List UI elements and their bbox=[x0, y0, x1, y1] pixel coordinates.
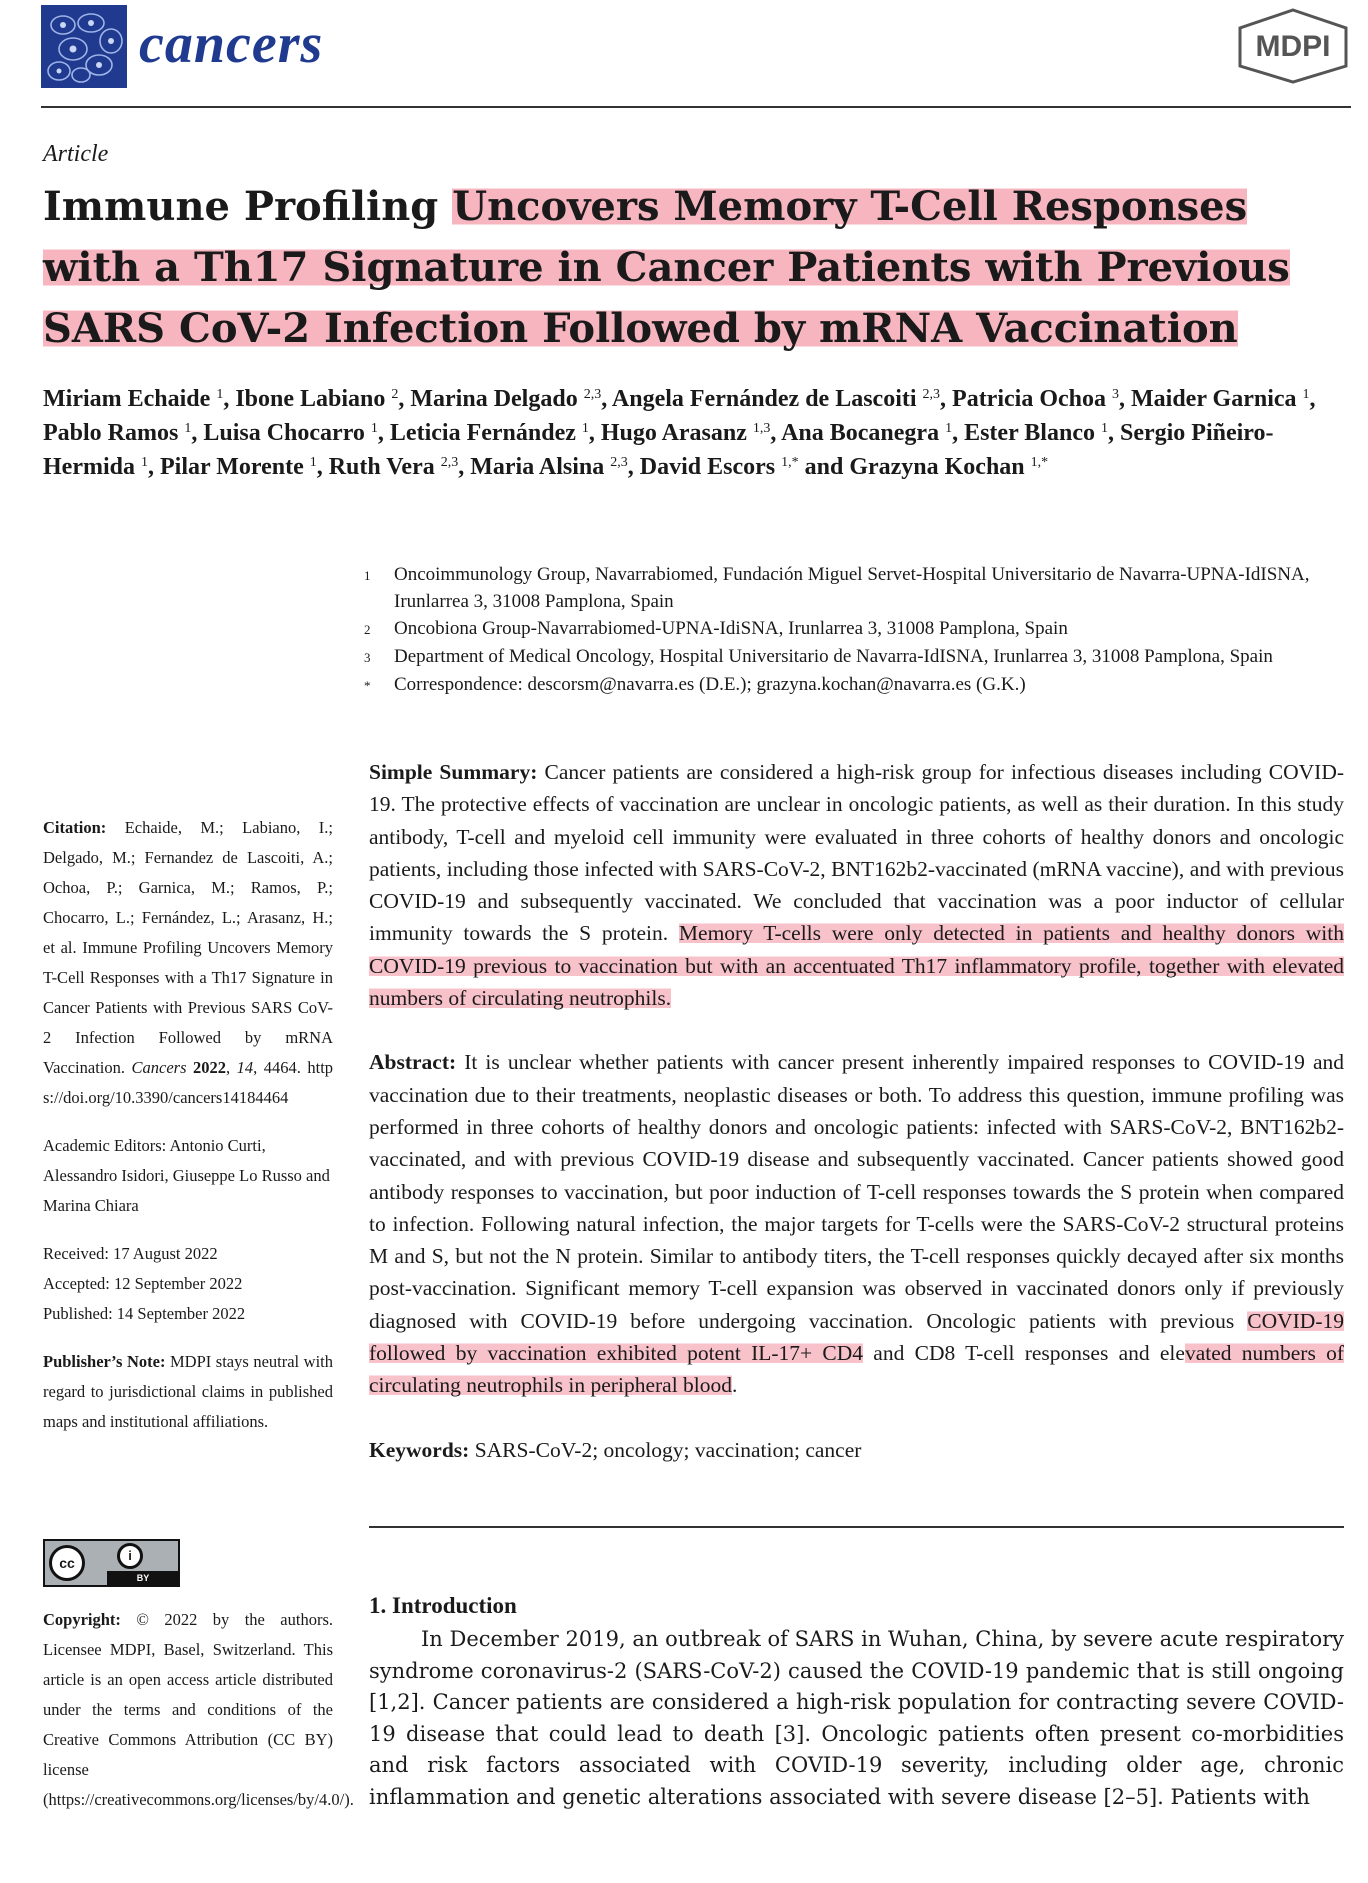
article-title bbox=[43, 176, 1343, 359]
author-affiliation-marker: 1,* bbox=[781, 455, 799, 470]
citation-label: Citation: bbox=[43, 818, 107, 837]
author-name: Luisa Chocarro bbox=[203, 420, 371, 446]
author-name: Marina Delgado bbox=[410, 386, 584, 412]
abstract-text-mid: and CD8 T-cell responses and ele bbox=[863, 1341, 1185, 1366]
author-name: Grazyna Kochan bbox=[849, 454, 1031, 480]
header-divider bbox=[41, 106, 1351, 108]
title-line-3-highlighted: SARS CoV-2 Infection Followed by mRNA Vaccination bbox=[43, 305, 1238, 352]
author-name: Pilar Morente bbox=[159, 454, 310, 480]
author-name: Ester Blanco bbox=[964, 420, 1101, 446]
introduction-text bbox=[369, 1624, 1344, 1814]
title-line-1-plain: Immune Profiling bbox=[43, 183, 453, 230]
abstract-highlighted-2: vated numbers of circulating neutrophils in peripheral blood bbox=[369, 1341, 1344, 1398]
author-name: Sergio Piñeiro-Hermida bbox=[43, 420, 1274, 480]
publisher-note-text: MDPI stays neutral with regard to jurisdictional claims in published maps and institutional affiliations. bbox=[43, 1352, 333, 1431]
author-affiliation-marker: 2 bbox=[391, 387, 399, 402]
author-affiliation-marker: 3 bbox=[1112, 387, 1119, 402]
author-affiliation-marker: 1,* bbox=[1030, 455, 1049, 470]
abstract-text: It is unclear whether patients with cancer present inherently impaired responses to COVID-19 and vaccination due to their treatments, neoplastic diseases or both. To address this question, immune profiling was performed in three cohorts of healthy donors and oncologic patients: infected with SARS-CoV-2, BNT162b2-vaccinated, and with previous COVID-19 disease and subsequently vaccinated. Cancer patients showed good antibody responses to vaccination, but poor induction of T-cell responses towards the S protein when compared to infection. Following natural infection, the major targets for T-cells were the SARS-CoV-2 structural proteins M and S, but not the N protein. Similar to antibody titers, the T-cell responses quickly decayed after six months post-vaccination. Significant memory T-cell expansion was observed in vaccinated donors only if previously diagnosed with COVID-19 before undergoing vaccination. Oncologic patients with previous bbox=[369, 1050, 1344, 1333]
author-name: Angela Fernández de Lascoiti bbox=[611, 386, 923, 412]
accepted-date: Accepted: 12 September 2022 bbox=[43, 1274, 243, 1293]
title-line-2-highlighted: with a Th17 Signature in Cancer Patients with Previous bbox=[43, 244, 1290, 291]
publisher-note-label: Publisher’s Note: bbox=[43, 1352, 166, 1371]
author-affiliation-marker: 2,3 bbox=[440, 455, 459, 470]
abstract-label: Abstract: bbox=[369, 1050, 457, 1075]
affiliation-item bbox=[364, 671, 1344, 699]
author-affiliation-marker: 1 bbox=[1100, 421, 1108, 436]
abstract-highlighted-1: COVID-19 followed by vaccination exhibited potent IL-17+ CD4 bbox=[369, 1308, 1344, 1366]
affiliation-text: Department of Medical Oncology, Hospital Universitario de Navarra-IdISNA, Irunlarrea 3, 31008 Pamplona, Spain bbox=[394, 646, 1273, 667]
author-name: Maider Garnica bbox=[1131, 386, 1303, 412]
attribution-icon: i bbox=[117, 1543, 143, 1569]
cells-icon bbox=[41, 5, 127, 88]
affiliation-number: 2 bbox=[364, 622, 371, 637]
title-line-1-highlighted: Uncovers Memory T-Cell Responses bbox=[452, 183, 1248, 230]
author-affiliation-marker: 2,3 bbox=[610, 455, 628, 470]
copyright-notice bbox=[43, 1605, 354, 1815]
keywords bbox=[369, 1434, 1344, 1466]
author-name: Leticia Fernández bbox=[389, 420, 582, 446]
sidebar bbox=[43, 813, 333, 1437]
affiliation-text: Oncoimmunology Group, Navarrabiomed, Fundación Miguel Servet-Hospital Universitario de Navarra-UPNA-IdISNA, Irunlarrea 3, 31008 Pamplona, Spain bbox=[394, 564, 1310, 612]
authors-joiner: and bbox=[804, 454, 850, 480]
abstract-text-end: . bbox=[732, 1373, 738, 1398]
author-name: Ana Bocanegra bbox=[781, 420, 946, 446]
article-type: Article bbox=[43, 141, 109, 167]
author-name: Hugo Arasanz bbox=[600, 420, 753, 446]
title-line-2 bbox=[43, 237, 1343, 298]
affiliation-item bbox=[364, 561, 1344, 615]
introduction-heading: 1. Introduction bbox=[369, 1593, 517, 1618]
journal-name: cancers bbox=[139, 13, 324, 75]
cc-icon: cc bbox=[49, 1545, 85, 1581]
academic-editors: Academic Editors: Antonio Curti, Alessandro Isidori, Giuseppe Lo Russo and Marina Chiara bbox=[43, 1136, 330, 1215]
citation-volume: 14 bbox=[236, 1058, 254, 1077]
mdpi-logo bbox=[1236, 8, 1350, 84]
citation: Citation: Echaide, M.; Labiano, I.; Delgado, M.; Fernandez de Lascoiti, A.; Ochoa, P.; Garnica, M.; Ramos, P.; Chocarro, L.; Fernández, L.; Arasanz, H.; et al. Immune Profiling Uncovers Memory T-Cell Responses with a Th17 Signature in Cancer Patients with Previous SARS CoV-2 Infection Followed by mRNA Vaccination. Cancers 2022, 14, 4464. https://doi.org/10.3390/cancers14184464 bbox=[43, 818, 334, 1107]
main-column bbox=[369, 756, 1344, 1466]
author-name: Patricia Ochoa bbox=[952, 386, 1112, 412]
affiliation-item bbox=[364, 643, 1344, 671]
affiliation-item bbox=[364, 615, 1344, 643]
citation-text: Echaide, M.; Labiano, I.; Delgado, M.; Fernandez de Lascoiti, A.; Ochoa, P.; Garnica, M.; Ramos, P.; Chocarro, L.; Fernández, L.; Arasanz, H.; et al. Immune Profiling Uncovers Memory T-Cell Responses with a Th17 Signature in Cancer Patients with Previous SARS CoV-2 Infection Followed by mRNA Vaccination. bbox=[43, 818, 334, 1077]
author-affiliation-marker: 2,3 bbox=[922, 387, 941, 402]
journal-logo bbox=[41, 5, 127, 88]
author-affiliation-marker: 1,3 bbox=[752, 421, 771, 436]
author-affiliation-marker: 1 bbox=[945, 421, 953, 436]
introduction-paragraph: In December 2019, an outbreak of SARS in Wuhan, China, by severe acute respiratory syndrome coronavirus-2 (SARS-CoV-2) caused the COVID-19 pandemic that is still ongoing [1,2]. Cancer patients are considered a high-risk population for contracting severe COVID-19 disease that could lead to death [3]. Oncologic patients often present co-morbidities and risk factors associated with COVID-19 severity, including older age, chronic inflammation and genetic alterations associated with severe disease [2–5]. Patients with bbox=[369, 1627, 1344, 1809]
received-date: Received: 17 August 2022 bbox=[43, 1244, 218, 1263]
author-name: Maria Alsina bbox=[470, 454, 611, 480]
copyright-text: © 2022 by the authors. Licensee MDPI, Basel, Switzerland. This article is an open access article distributed under the terms and conditions of the Creative Commons Attribution (CC BY) license (https://creativecommons.org/licenses/by/4.0/). bbox=[43, 1610, 354, 1809]
citation-pages: 4464. bbox=[263, 1058, 301, 1077]
simple-summary-highlighted: Memory T-cells were only detected in patients and healthy donors with COVID-19 previous to vaccination but with an accentuated Th17 inflammatory profile, together with elevated numbers of circulating neutrophils. bbox=[369, 921, 1344, 1011]
citation-year: 2022 bbox=[193, 1058, 227, 1077]
author-affiliation-marker: 2,3 bbox=[583, 387, 602, 402]
published-date: Published: 14 September 2022 bbox=[43, 1304, 246, 1323]
publisher-note bbox=[43, 1347, 333, 1437]
citation-journal: Cancers bbox=[131, 1058, 187, 1077]
cc-by-license-badge[interactable] bbox=[43, 1539, 180, 1587]
author-name: Pablo Ramos bbox=[43, 420, 185, 446]
author-name: Ruth Vera bbox=[328, 454, 441, 480]
affiliation-number: * bbox=[364, 678, 371, 693]
author-name: Ibone Labiano bbox=[235, 386, 392, 412]
keywords-text: SARS-CoV-2; oncology; vaccination; cancer bbox=[469, 1437, 862, 1462]
author-affiliation-marker: 1 bbox=[184, 421, 192, 436]
author-affiliation-marker: 1 bbox=[216, 387, 224, 402]
citation-doi-link[interactable]: https://doi.org/10.3390/cancers14184464 bbox=[43, 1058, 334, 1107]
affiliation-number: 1 bbox=[364, 568, 371, 583]
by-label: BY bbox=[107, 1571, 179, 1585]
author-affiliation-marker: 1 bbox=[140, 455, 148, 470]
keywords-label: Keywords: bbox=[369, 1437, 470, 1462]
section-divider bbox=[369, 1526, 1344, 1528]
simple-summary-text: Cancer patients are considered a high-risk group for infectious diseases including COVID-19. The protective effects of vaccination are unclear in oncologic patients, as well as their duration. In this study antibody, T-cell and myeloid cell immunity were evaluated in three cohorts of healthy donors and oncologic patients, including those infected with SARS-CoV-2, BNT162b2-vaccinated (mRNA vaccine), and with previous COVID-19 and subsequently vaccinated. We concluded that vaccination was a poor inductor of cellular immunity towards the S protein. bbox=[369, 760, 1345, 946]
author-affiliation-marker: 1 bbox=[309, 455, 317, 470]
title-line-1 bbox=[43, 176, 1343, 237]
author-list: Miriam Echaide $^1$, Ibone Labiano $^2$, Marina Delgado $^{2,3}$, Angela Fernández de Lascoiti $^{2,3}$, Patricia Ochoa $^3$, Maider Garnica $^1$, Pablo Ramos $^1$, Luisa Chocarro $^1$, Leticia Fernández $^1$, Hugo Arasanz $^{1,3}$, Ana Bocanegra $^1$, Ester Blanco $^1$, Sergio Piñeiro-Hermida $^1$, Pilar Morente $^1$, Ruth Vera $^{2,3}$, Maria Alsina $^{2,3}$, David Escors $^{1,*}$ and Grazyna Kochan $^{1,*}$ bbox=[43, 386, 1316, 480]
author-name: David Escors bbox=[639, 454, 782, 480]
author-name: Miriam Echaide bbox=[43, 386, 217, 412]
simple-summary bbox=[369, 756, 1344, 1014]
author-affiliation-marker: 1 bbox=[581, 421, 589, 436]
author-affiliation-marker: 1 bbox=[1302, 387, 1310, 402]
copyright-label: Copyright: bbox=[43, 1610, 121, 1629]
mdpi-logo-text: MDPI bbox=[1255, 30, 1331, 63]
affiliation-number: 3 bbox=[364, 650, 371, 665]
affiliation-list bbox=[364, 561, 1344, 699]
affiliation-text: Correspondence: descorsm@navarra.es (D.E.); grazyna.kochan@navarra.es (G.K.) bbox=[394, 674, 1026, 695]
simple-summary-label: Simple Summary: bbox=[369, 760, 538, 784]
title-line-3 bbox=[43, 298, 1343, 359]
author-affiliation-marker: 1 bbox=[370, 421, 378, 436]
affiliation-text: Oncobiona Group-Navarrabiomed-UPNA-IdiSNA, Irunlarrea 3, 31008 Pamplona, Spain bbox=[394, 618, 1068, 639]
abstract bbox=[369, 1046, 1344, 1401]
